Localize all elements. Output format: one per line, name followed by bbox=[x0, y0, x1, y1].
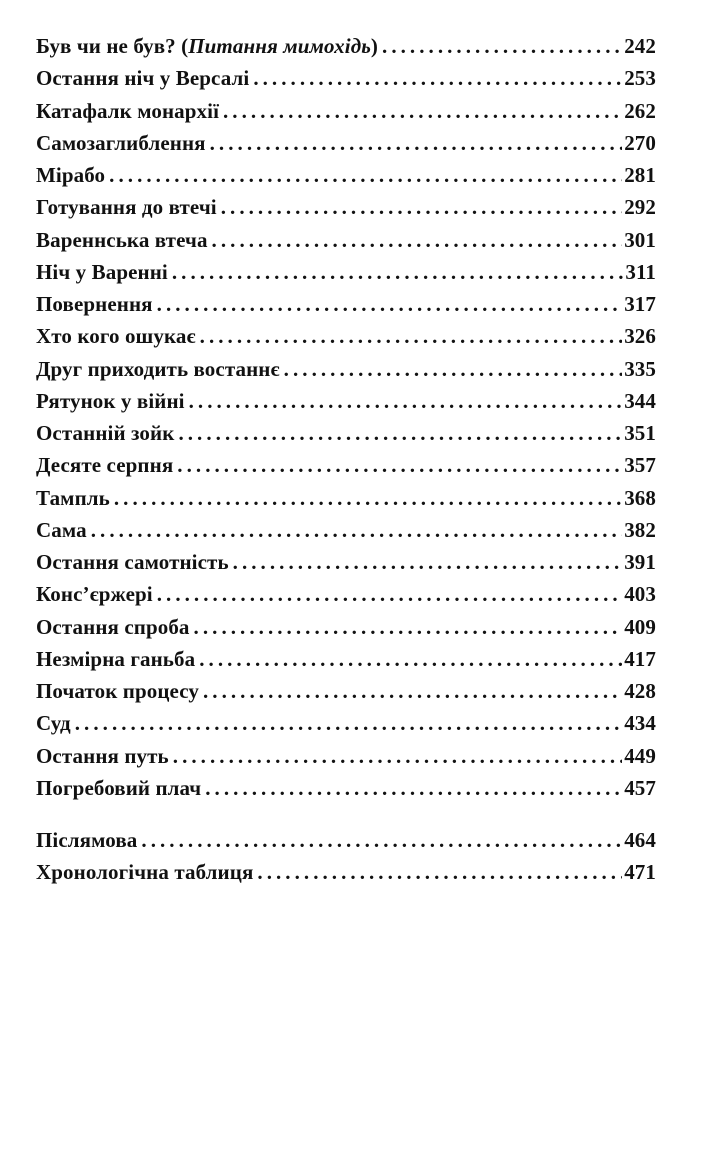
toc-entry-page: 301 bbox=[624, 227, 656, 252]
toc-entry bbox=[36, 228, 656, 260]
toc-leader-dots bbox=[253, 66, 622, 91]
toc-entry bbox=[36, 324, 656, 356]
toc-entry bbox=[36, 486, 656, 518]
toc-entry bbox=[36, 615, 656, 647]
toc-entry bbox=[36, 66, 656, 98]
toc-leader-dots bbox=[257, 860, 622, 885]
toc-leader-dots bbox=[203, 679, 622, 704]
toc-entry-page: 434 bbox=[624, 711, 656, 736]
toc-entry-title: Сама bbox=[36, 517, 87, 542]
toc-entry-page: 417 bbox=[624, 646, 656, 671]
toc-entry bbox=[36, 518, 656, 550]
toc-entry bbox=[36, 131, 656, 163]
toc-entry-page: 292 bbox=[624, 195, 656, 220]
toc-entry-title: Самозаглиблення bbox=[36, 130, 206, 155]
toc-entry bbox=[36, 292, 656, 324]
toc-entry bbox=[36, 389, 656, 421]
toc-leader-dots bbox=[233, 550, 623, 575]
toc-entry-page: 391 bbox=[624, 550, 656, 574]
toc-entry bbox=[36, 453, 656, 485]
toc-entry-page: 311 bbox=[625, 259, 656, 284]
toc-leader-dots bbox=[221, 195, 622, 220]
toc-entry bbox=[36, 163, 656, 195]
toc-entry bbox=[36, 711, 656, 743]
toc-entry-title: Післямова bbox=[36, 828, 138, 852]
toc-leader-dots bbox=[382, 34, 622, 59]
toc-entry-title bbox=[36, 34, 382, 59]
toc-leader-dots bbox=[141, 828, 622, 853]
toc-entry-title: Останній зойк bbox=[36, 421, 175, 445]
toc-entry-page: 403 bbox=[624, 582, 656, 607]
toc-entry-page: 262 bbox=[624, 98, 656, 123]
toc-entry-title: Хто кого ошукає bbox=[36, 324, 196, 349]
toc-leader-dots bbox=[173, 744, 622, 769]
toc-entry bbox=[36, 647, 656, 679]
toc-entry-page: 449 bbox=[624, 743, 656, 768]
toc-entry-title-italic: Питання мимохідь bbox=[188, 34, 371, 58]
toc-entry-title: Готування до втечі bbox=[36, 195, 217, 220]
toc-entry-page: 253 bbox=[624, 66, 656, 91]
toc-entry bbox=[36, 744, 656, 776]
toc-entry bbox=[36, 582, 656, 614]
toc-entry-page: 428 bbox=[624, 679, 656, 703]
toc-entry-title: Хронологічна таблиця bbox=[36, 860, 254, 885]
toc-entry-title: Початок процесу bbox=[36, 679, 199, 703]
section-spacer bbox=[36, 808, 656, 828]
toc-entry bbox=[36, 195, 656, 227]
toc-entry-page: 409 bbox=[624, 614, 656, 639]
toc-entry-title: Рятунок у війні bbox=[36, 388, 185, 413]
toc-entry-page: 368 bbox=[624, 485, 656, 510]
toc-leader-dots bbox=[223, 99, 622, 124]
toc-entry-title-tail: ) bbox=[370, 34, 379, 58]
toc-entry bbox=[36, 260, 656, 292]
toc-leader-dots bbox=[212, 228, 623, 253]
toc-entry bbox=[36, 357, 656, 389]
toc-entry-title: Катафалк монархії bbox=[36, 98, 219, 123]
toc-entry-title: Остання спроба bbox=[36, 614, 190, 639]
toc-entry-page: 270 bbox=[624, 130, 656, 155]
toc-entry-page: 471 bbox=[624, 860, 656, 885]
toc-leader-dots bbox=[75, 711, 622, 736]
toc-leader-dots bbox=[178, 421, 622, 446]
table-of-contents bbox=[36, 34, 656, 893]
toc-entry bbox=[36, 34, 656, 66]
toc-entry-title: Вареннська втеча bbox=[36, 227, 208, 252]
toc-leader-dots bbox=[91, 518, 622, 543]
toc-entry-title: Консʼєржері bbox=[36, 582, 153, 607]
toc-entry bbox=[36, 550, 656, 582]
toc-entry-title-text: Був чи не був? ( bbox=[36, 34, 189, 58]
toc-entry bbox=[36, 421, 656, 453]
toc-entry-page: 457 bbox=[624, 775, 656, 800]
toc-leader-dots bbox=[177, 453, 622, 478]
toc-leader-dots bbox=[172, 260, 623, 285]
toc-entry-title: Тампль bbox=[36, 485, 110, 510]
toc-entry-page: 242 bbox=[624, 34, 656, 58]
toc-leader-dots bbox=[199, 647, 622, 672]
toc-leader-dots bbox=[210, 131, 623, 156]
toc-leader-dots bbox=[189, 389, 623, 414]
toc-entry-title: Повернення bbox=[36, 292, 153, 316]
toc-leader-dots bbox=[284, 357, 623, 382]
toc-leader-dots bbox=[157, 582, 622, 607]
toc-entry-page: 344 bbox=[624, 388, 656, 413]
toc-entry bbox=[36, 679, 656, 711]
toc-entry-page: 281 bbox=[624, 163, 656, 187]
toc-entry-page: 326 bbox=[624, 324, 656, 349]
toc-entry-title: Суд bbox=[36, 711, 71, 736]
toc-leader-dots bbox=[114, 486, 622, 511]
toc-entry-title: Мірабо bbox=[36, 163, 106, 187]
toc-entry-title: Незмірна ганьба bbox=[36, 646, 196, 671]
toc-entry-title: Остання самотність bbox=[36, 550, 229, 574]
toc-entry bbox=[36, 860, 656, 892]
toc-entry-title: Ніч у Варенні bbox=[36, 259, 168, 284]
toc-entry bbox=[36, 99, 656, 131]
toc-entry-page: 317 bbox=[624, 292, 656, 316]
toc-entry-title: Друг приходить востаннє bbox=[36, 356, 280, 381]
toc-entry-page: 357 bbox=[624, 453, 656, 478]
toc-entry-page: 382 bbox=[624, 517, 656, 542]
toc-leader-dots bbox=[205, 776, 622, 801]
toc-entry bbox=[36, 776, 656, 808]
toc-leader-dots bbox=[157, 292, 623, 317]
toc-entry-title: Погребовий плач bbox=[36, 775, 202, 800]
toc-leader-dots bbox=[200, 324, 623, 349]
toc-entry-page: 335 bbox=[624, 356, 656, 381]
toc-entry-page: 464 bbox=[624, 828, 656, 852]
toc-entry-title: Остання ніч у Версалі bbox=[36, 66, 250, 91]
toc-entry-title: Десяте серпня bbox=[36, 453, 174, 478]
toc-entry-page: 351 bbox=[624, 421, 656, 445]
toc-entry bbox=[36, 828, 656, 860]
toc-leader-dots bbox=[109, 163, 622, 188]
toc-entry-title: Остання путь bbox=[36, 743, 169, 768]
toc-leader-dots bbox=[194, 615, 623, 640]
